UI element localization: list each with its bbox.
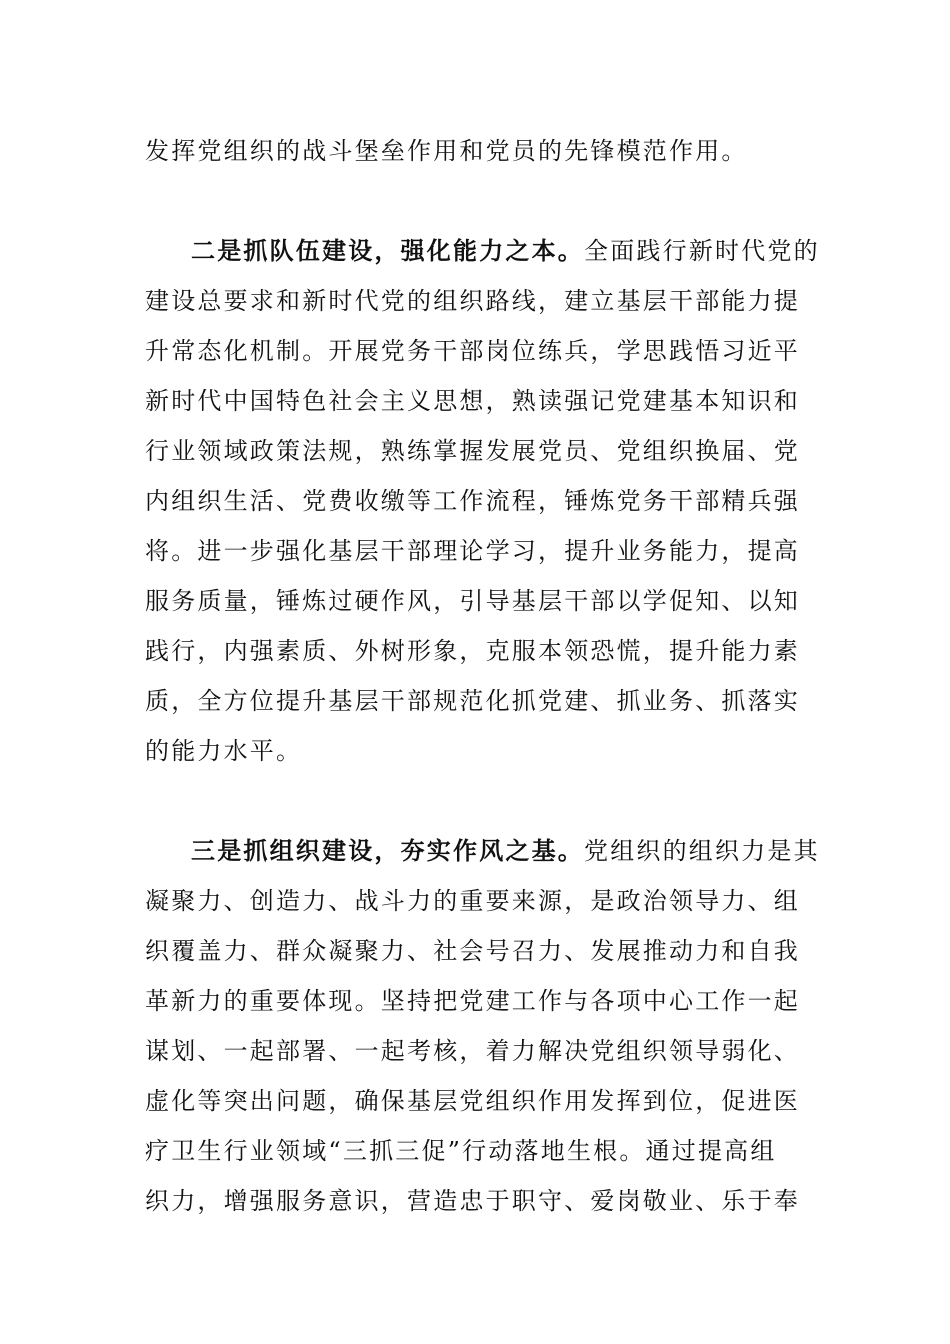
paragraph-line: 的能力水平。 <box>145 737 303 765</box>
section-first-line <box>145 226 820 276</box>
paragraph-line: 建设总要求和新时代党的组织路线，建立基层干部能力提 <box>145 287 800 315</box>
paragraph-line: 服务质量，锤炼过硬作风，引导基层干部以学促知、以知 <box>145 587 800 615</box>
paragraph-line: 将。进一步强化基层干部理论学习，提升业务能力，提高 <box>145 537 800 565</box>
paragraph-line: 虚化等突出问题，确保基层党组织作用发挥到位，促进医 <box>145 1087 800 1115</box>
section-first-line-text: 全面践行新时代党的 <box>584 237 820 265</box>
paragraph-line: 凝聚力、创造力、战斗力的重要来源，是政治领导力、组 <box>145 887 800 915</box>
paragraph-line: 织力，增强服务意识，营造忠于职守、爱岗敬业、乐于奉 <box>145 1187 800 1215</box>
paragraph-spacer <box>145 776 807 826</box>
paragraph-spacer <box>145 176 807 226</box>
paragraph-line: 践行，内强素质、外树形象，克服本领恐慌，提升能力素 <box>145 637 800 665</box>
paragraph-line: 疗卫生行业领域“三抓三促”行动落地生根。通过提高组 <box>145 1137 777 1165</box>
section-first-line-text: 党组织的组织力是其 <box>584 837 820 865</box>
section-heading: 三是抓组织建设，夯实作风之基。 <box>191 836 584 865</box>
document-body <box>145 126 820 1226</box>
paragraph-line: 谋划、一起部署、一起考核，着力解决党组织领导弱化、 <box>145 1037 800 1065</box>
intro-line: 发挥党组织的战斗堡垒作用和党员的先锋模范作用。 <box>145 137 748 165</box>
paragraph-line: 新时代中国特色社会主义思想，熟读强记党建基本知识和 <box>145 387 800 415</box>
paragraph-line: 织覆盖力、群众凝聚力、社会号召力、发展推动力和自我 <box>145 937 800 965</box>
section-team-building <box>145 226 820 776</box>
section-organization-building <box>145 826 820 1226</box>
paragraph-line: 升常态化机制。开展党务干部岗位练兵，学思践悟习近平 <box>145 337 800 365</box>
paragraph-line: 内组织生活、党费收缴等工作流程，锤炼党务干部精兵强 <box>145 487 800 515</box>
section-first-line <box>145 826 820 876</box>
section-heading: 二是抓队伍建设，强化能力之本。 <box>191 236 584 265</box>
paragraph-line: 革新力的重要体现。坚持把党建工作与各项中心工作一起 <box>145 987 800 1015</box>
paragraph-line: 质，全方位提升基层干部规范化抓党建、抓业务、抓落实 <box>145 687 800 715</box>
paragraph-line: 行业领域政策法规，熟练掌握发展党员、党组织换届、党 <box>145 437 800 465</box>
